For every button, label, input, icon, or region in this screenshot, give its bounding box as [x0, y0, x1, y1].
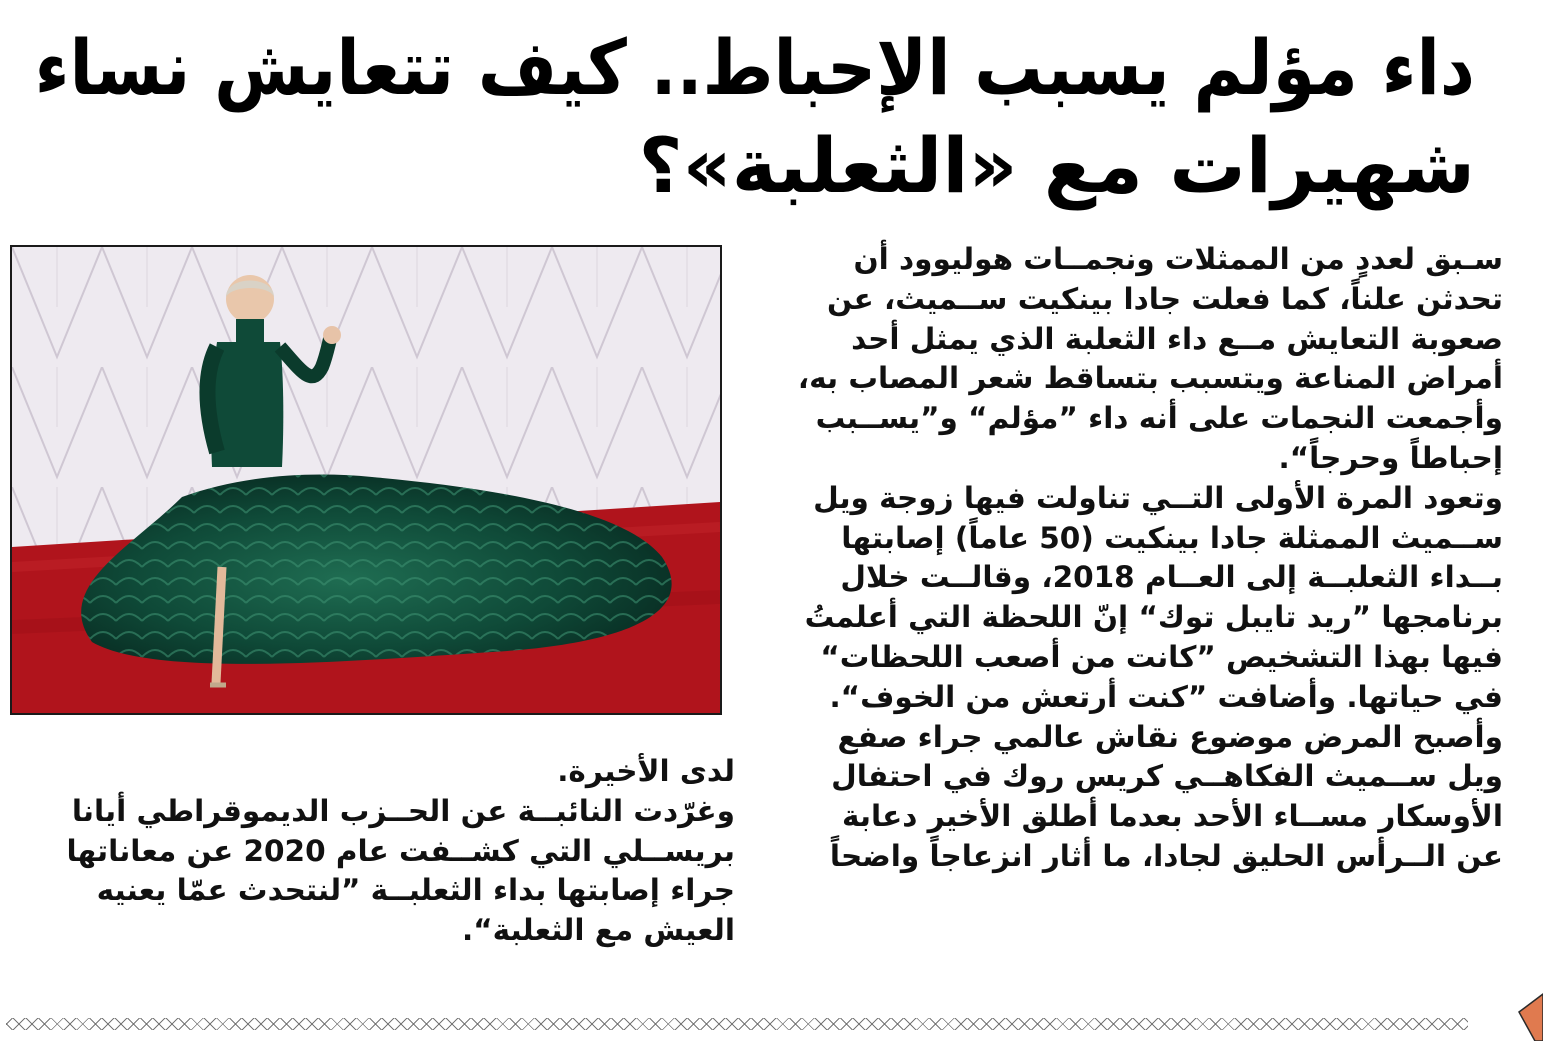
paragraph-line: عن الــرأس الحليق لجادا، ما أثار انزعاجاً واضحاً	[829, 838, 1503, 873]
paragraph-line: وغرّدت النائبــة عن الحــزب الديموقراطي أيانا	[71, 793, 735, 828]
paragraph-line: وأصبح المرض موضوع نقاش عالمي جراء صفع	[837, 719, 1503, 754]
article-body-right-column	[763, 240, 1503, 877]
paragraph-line: العيش مع الثعلبة“.	[462, 913, 735, 948]
paragraph-line: إحباطاً وحرجاً“.	[1278, 440, 1503, 475]
paragraph-line: جراء إصابتها بداء الثعلبــة ”لنتحدث عمّا يعنيه	[96, 873, 735, 908]
corner-triangle-icon	[1513, 992, 1543, 1041]
paragraph-line: برنامجها ”ريد تايبل توك“ إنّ اللحظة التي أعلمتُ	[804, 600, 1503, 635]
paragraph-line: فيها بهذا التشخيص ”كانت من أصعب اللحظات“	[820, 639, 1503, 674]
bottom-decorative-rule	[6, 1018, 1468, 1030]
paragraph-line: وأجمعت النجمات على أنه داء ”مؤلم“ و”يســبب	[815, 401, 1503, 436]
paragraph-line: الأوسكار مســاء الأحد بعدما أطلق الأخير دعابة	[842, 799, 1503, 834]
paragraph-line: تحدثن علناً، كما فعلت جادا بينكيت ســميث، عن	[827, 281, 1503, 316]
paragraph-line: سـبق لعددٍ من الممثلات ونجمــات هوليوود أن	[853, 242, 1503, 276]
headline-line-1: داء مؤلم يسبب الإحباط.. كيف تتعايش نساء	[34, 23, 1475, 112]
article-photo	[10, 245, 722, 715]
paragraph-line: بــداء الثعلبــة إلى العــام 2018، وقالــت خلال	[840, 560, 1503, 595]
paragraph-line: وتعود المرة الأولى التــي تناولت فيها زوجة ويل	[813, 480, 1503, 515]
paragraph-line: ويل ســميث الفكاهــي كريس روك في احتفال	[831, 759, 1503, 794]
paragraph-line: أمراض المناعة ويتسبب بتساقط شعر المصاب به،	[797, 361, 1503, 396]
headline-line-2: شهيرات مع «الثعلبة»؟	[638, 121, 1475, 210]
paragraph-line: ســميث الممثلة جادا بينكيت (50 عاماً) إصابتها	[841, 520, 1503, 555]
paragraph-line: في حياتها. وأضافت ”كنت أرتعش من الخوف“.	[829, 679, 1503, 714]
article-body-left-column	[5, 752, 735, 951]
paragraph-line: بريســلي التي كشــفت عام 2020 عن معاناتها	[66, 833, 735, 868]
paragraph-line: لدى الأخيرة.	[557, 754, 735, 788]
paragraph-line: صعوبة التعايش مــع داء الثعلبة الذي يمثل أحد	[851, 321, 1503, 356]
